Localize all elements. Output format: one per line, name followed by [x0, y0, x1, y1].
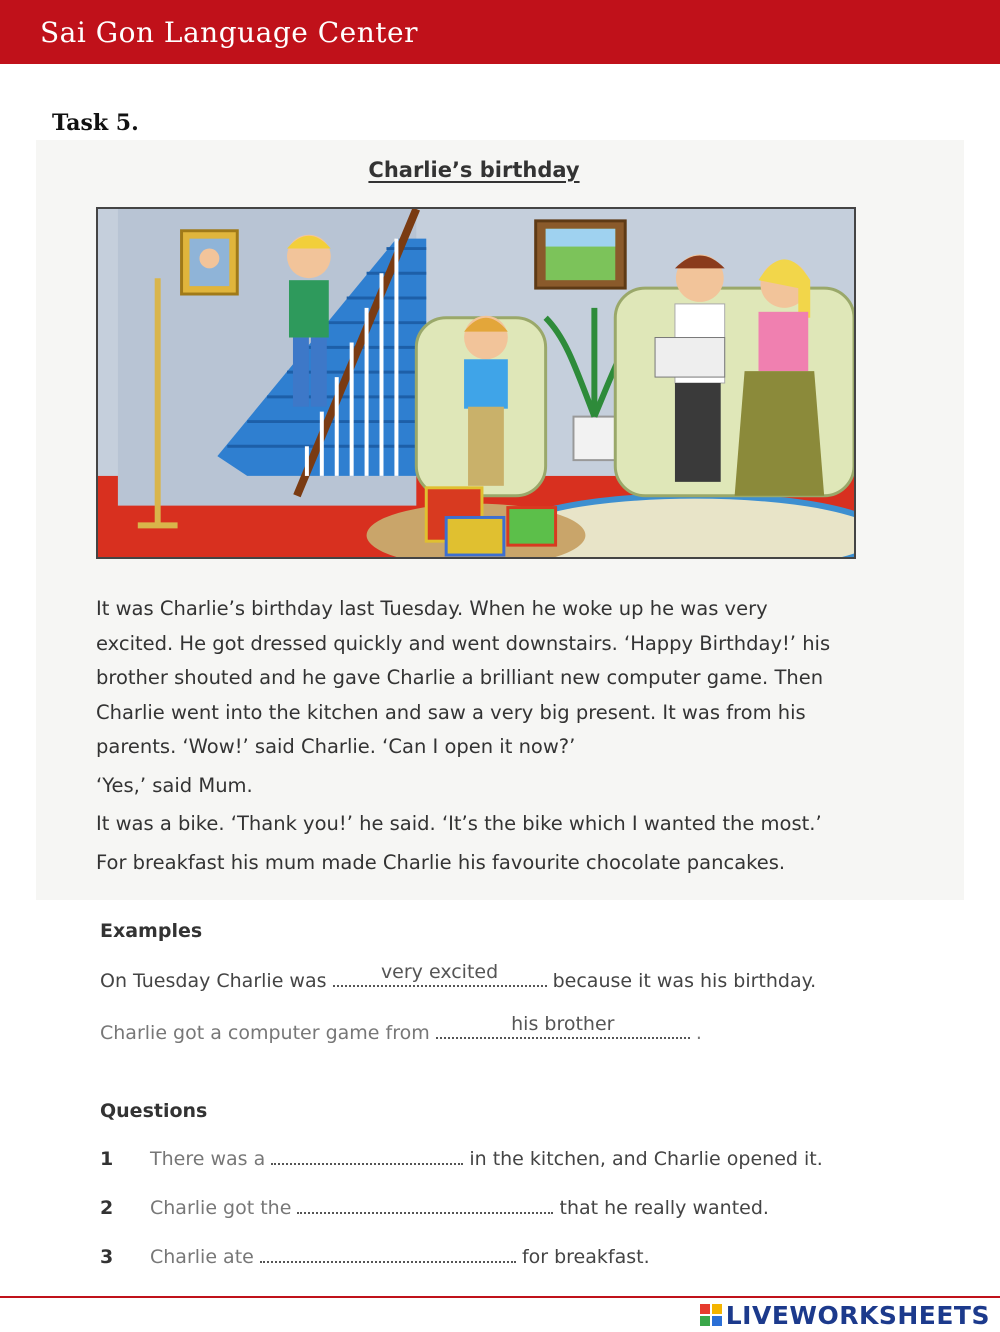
question-prompt: Charlie ate: [150, 1246, 254, 1268]
header-title: Sai Gon Language Center: [40, 16, 418, 49]
question-row: [100, 1148, 823, 1170]
example-prompt: Charlie got a computer game from: [100, 1022, 430, 1044]
example-suffix: because it was his birthday.: [552, 970, 817, 992]
question-number: 1: [100, 1148, 114, 1170]
example-answer-blank: [436, 1013, 690, 1039]
example-suffix: .: [695, 1022, 702, 1044]
page-header: [0, 0, 1000, 64]
question-suffix: for breakfast.: [521, 1246, 650, 1268]
example-row: [100, 1013, 702, 1044]
question-number: 2: [100, 1197, 114, 1219]
question-prompt: Charlie got the: [150, 1197, 292, 1219]
story-line: Charlie went into the kitchen and saw a very big present. It was from his: [96, 700, 806, 724]
example-row: [100, 961, 817, 992]
question-suffix: in the kitchen, and Charlie opened it.: [469, 1148, 823, 1170]
task-label: Task 5.: [52, 110, 139, 136]
liveworksheets-logo-icon: [700, 1304, 722, 1326]
story-line: It was Charlie’s birthday last Tuesday. When he woke up he was very: [96, 597, 768, 620]
example-prompt: On Tuesday Charlie was: [100, 970, 327, 992]
question-answer-blank[interactable]: [297, 1198, 553, 1214]
brother-on-stairs: [287, 235, 331, 407]
story-line: It was a bike. ‘Thank you!’ he said. ‘It’s the bike which I wanted the most.’: [96, 812, 822, 835]
question-number: 3: [100, 1246, 114, 1268]
example-answer: his brother: [511, 1013, 615, 1035]
living-room-drawing: [98, 209, 854, 557]
story-line: ‘Yes,’ said Mum.: [96, 773, 253, 797]
story-line: For breakfast his mum made Charlie his favourite chocolate pancakes.: [96, 850, 786, 874]
example-answer: very excited: [380, 961, 499, 983]
story-text: [96, 592, 876, 880]
examples-heading: Examples: [100, 920, 203, 942]
questions-heading: Questions: [100, 1100, 208, 1122]
question-answer-blank[interactable]: [260, 1247, 516, 1263]
story-line: excited. He got dressed quickly and went downstairs. ‘Happy Birthday!’ his: [96, 631, 831, 655]
question-prompt: There was a: [150, 1148, 266, 1170]
charlie-in-armchair: [464, 316, 508, 486]
question-suffix: that he really wanted.: [559, 1197, 769, 1219]
question-answer-blank[interactable]: [271, 1149, 463, 1165]
story-title: Charlie’s birthday: [368, 158, 580, 182]
story-line: brother shouted and he gave Charlie a brilliant new computer game. Then: [96, 666, 824, 689]
brand-name: LIVEWORKSHEETS: [725, 1300, 990, 1330]
question-row: [100, 1197, 769, 1219]
example-answer-blank: [333, 961, 547, 987]
question-row: [100, 1246, 650, 1268]
liveworksheets-brand[interactable]: [700, 1298, 990, 1332]
birthday-illustration: [96, 207, 856, 559]
story-line: parents. ‘Wow!’ said Charlie. ‘Can I open it now?’: [96, 735, 576, 758]
